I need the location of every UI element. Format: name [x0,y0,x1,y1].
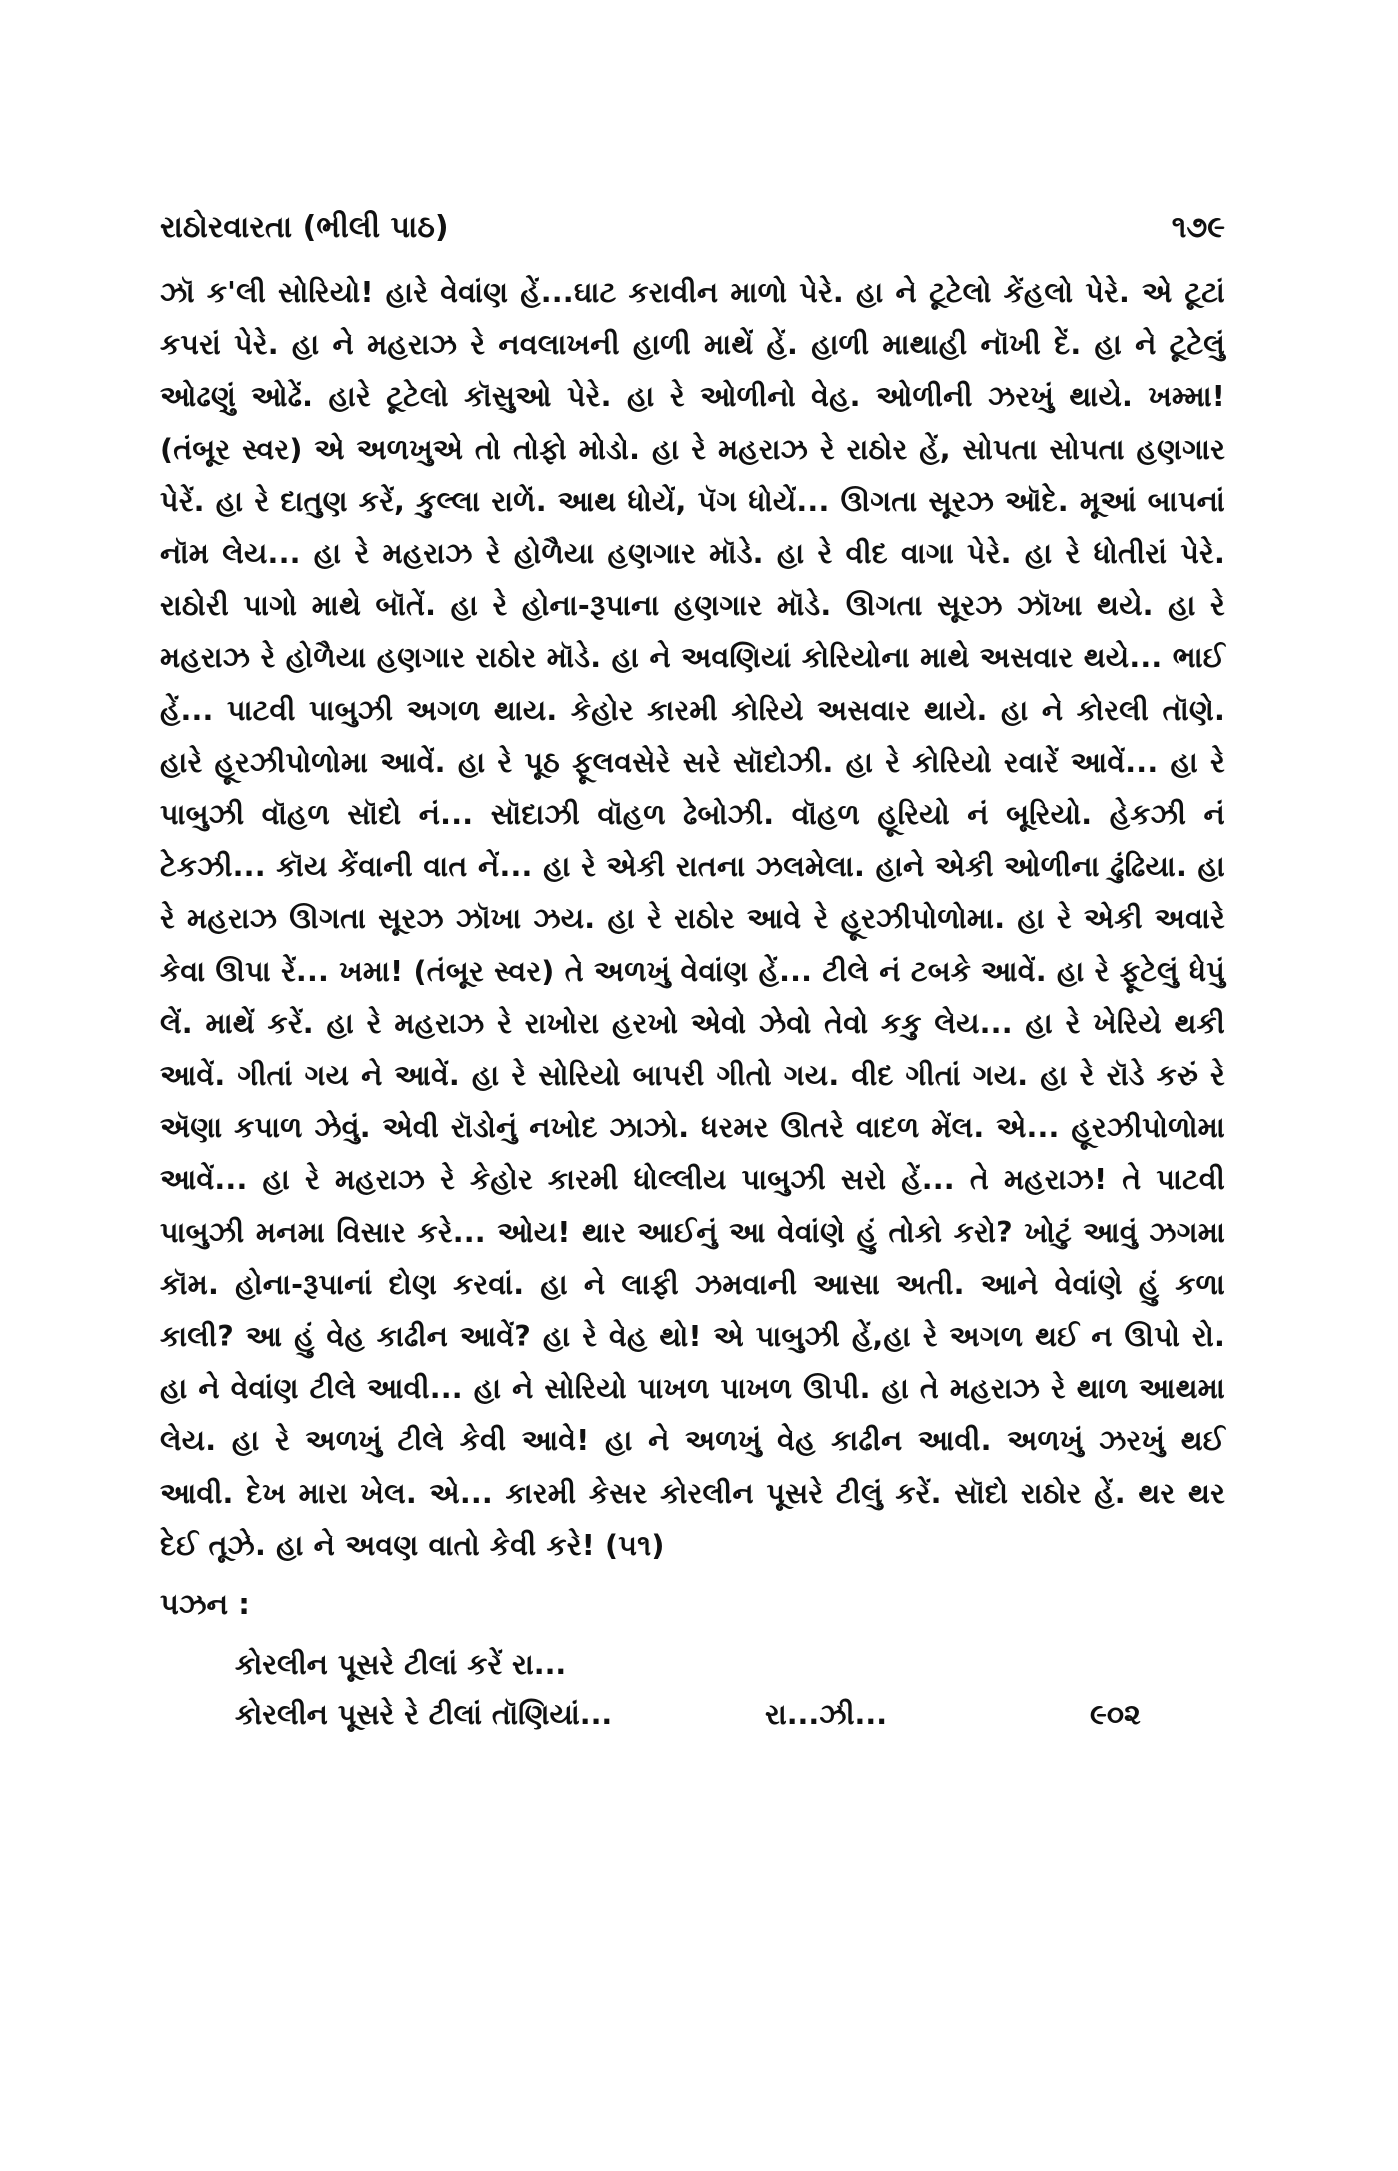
song-line-1 [235,1640,1225,1690]
header-title: રાઠોરવારતા (ભીલી પાઠ) [160,210,449,245]
song-refrain: રા...ઝી... [765,1698,888,1732]
song-line-1-text: કોરલીન પૂસરે ટીલાં કરેં રા... [235,1648,567,1682]
verse-number: ૯૦૨ [1090,1698,1141,1732]
page-number: ૧૭૯ [1171,210,1225,245]
song-line-2 [235,1690,1225,1740]
song-line-2-text: કોરલીન પૂસરે રે ટીલાં તૉણિયાં... [235,1698,613,1732]
document-page [160,210,1225,1740]
running-header [160,210,1225,245]
section-label: પઝન : [160,1587,250,1622]
song-block [235,1640,1225,1740]
body-paragraph: ઝૉ ક'લી સોરિયો! હારે વેવાંણ હેં...ઘાટ કરાવીન માળો પેરે. હા ને ટૂટેલો કેંહલો પેરે. એ ટૂટાં કપરાં પેરે. હા ને મહરાઝ રે નવલાખની હાળી માથેં હેં. હાળી માથાહી નૉખી દેં. હા ને ટૂટેલું ઓઢણું ઓઢેં. હારે ટૂટેલો કૉસુઓ પેરે. હા રે ઓળીનો વેહ. ઓળીની ઝરખું થાયે. ખમ્મા! (તંબૂર સ્વર) એ અળખુએ તો તોફો મોડો. હા રે મહરાઝ રે રાઠોર હેં, સોપતા સોપતા હણગાર પેરેં. હા રે દાતુણ કરેં, કુલ્લા રાળેં. આથ ધોયેં, પૅગ ધોયેં... ઊગતા સૂરઝ ઑદે. મૂઆં બાપનાં નૉમ લેય... હા રે મહરાઝ રે હોળૈયા હણગાર મૉડે. હા રે વીદ વાગા પેરે. હા રે ધોતીરાં પેરે. રાઠોરી પાગો માથે બૉતેં. હા રે હોના-રૂપાના હણગાર મૉડે. ઊગતા સૂરઝ ઝૉખા થયે. હા રે મહરાઝ રે હોળૈયા હણગાર રાઠોર મૉડે. હા ને અવણિયાં કોરિયોના માથે અસવાર થયે... ભાઈ હેં... પાટવી પાબુઝી અગળ થાય. કેહોર કારમી કોરિયે અસવાર થાયે. હા ને કોરલી તૉણે. હારે હૂરઝીપોળોમા આવેં. હા રે પૂઠ ફૂલવસેરે સરે સૉદોઝી. હા રે કોરિયો રવારેં આવેં... હા રે પાબુઝી વૉહળ સૉદો નં... સૉદાઝી વૉહળ ઢેબોઝી. વૉહળ હૂરિયો નં બૂરિયો. હેકઝી નં ટેકઝી... કૉય કેંવાની વાત નેં... હા રે એકી રાતના ઝલમેલા. હાને એકી ઓળીના ઢુંઢિયા. હા રે મહરાઝ ઊગતા સૂરઝ ઝૉખા ઝય. હા રે રાઠોર આવે રે હૂરઝીપોળોમા. હા રે એકી અવારે કેવા ઊપા રેં... ખમા! (તંબૂર સ્વર) તે અળખું વેવાંણ હેં... ટીલે નં ટબકે આવેં. હા રે ફૂટેલું ધેપું લેં. માથેં કરેં. હા રે મહરાઝ રે રાખોરા હરખો એવો ઝેવો તેવો કકુ લેય... હા રે ખેરિયે થકી આવેં. ગીતાં ગય ને આવેં. હા રે સોરિયો બાપરી ગીતો ગય. વીદ ગીતાં ગય. હા રે રૉડે કરું રે ઍણા કપાળ ઝેવું. એવી રૉડોનું નખોદ ઝાઝો. ધરમર ઊતરે વાદળ મેંલ. એ... હૂરઝીપોળોમા આવેં... હા રે મહરાઝ રે કેહોર કારમી ધોલ્લીય પાબુઝી સરો હેં... તે મહરાઝ! તે પાટવી પાબુઝી મનમા વિસાર કરે... ઓય! થાર આઈનું આ વેવાંણે હું તોકો કરો? ખોટું આવું ઝગમા કૉમ. હોના-રૂપાનાં દોણ કરવાં. હા ને લાફી ઝમવાની આસા અતી. આને વેવાંણે હું કળા કાલી? આ હું વેહ કાઢીન આવેં? હા રે વેહ થો! એ પાબુઝી હેં,હા રે અગળ થઈ ન ઊપો રો. હા ને વેવાંણ ટીલે આવી... હા ને સોરિયો પાખળ પાખળ ઊપી. હા તે મહરાઝ રે થાળ આથમા લેય. હા રે અળખું ટીલે કેવી આવે! હા ને અળખું વેહ કાઢીન આવી. અળખું ઝરખું થઈ આવી. દેખ મારા ખેલ. એ... કારમી કેસર કોરલીન પૂસરે ટીલું કરેં. સૉદો રાઠોર હેં. થર થર દેઈ તૂઝે. હા ને અવણ વાતો કેવી કરે! (૫૧) [160,276,1225,1562]
